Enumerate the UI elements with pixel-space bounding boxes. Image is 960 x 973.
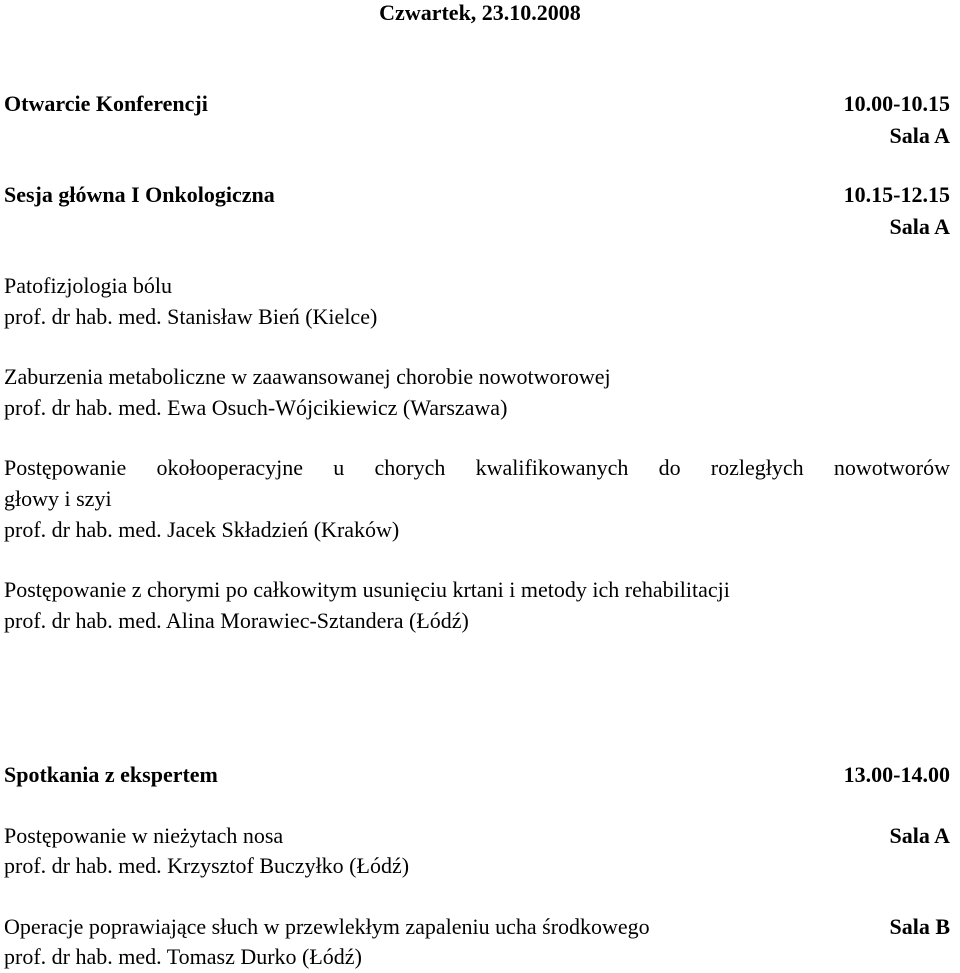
talk-speaker: prof. dr hab. med. Jacek Składzień (Kraków) <box>4 517 400 542</box>
opening-room: Sala A <box>889 123 950 148</box>
experts-title: Spotkania z ekspertem <box>4 762 218 787</box>
expert-talk-title: Postępowanie w nieżytach nosa <box>4 823 284 848</box>
page-date-heading: Czwartek, 23.10.2008 <box>379 0 581 25</box>
experts-time: 13.00-14.00 <box>843 762 950 787</box>
talk-speaker: prof. dr hab. med. Ewa Osuch-Wójcikiewicz (Warszawa) <box>4 395 508 420</box>
talk-title: Zaburzenia metaboliczne w zaawansowanej chorobie nowotworowej <box>4 364 611 389</box>
opening-time: 10.00-10.15 <box>843 91 950 116</box>
session1-title: Sesja główna I Onkologiczna <box>4 182 275 207</box>
expert-talk-room: Sala A <box>889 823 950 848</box>
talk-title-continued: głowy i szyi <box>4 486 112 511</box>
talk-title: Patofizjologia bólu <box>4 273 173 298</box>
expert-talk-speaker: prof. dr hab. med. Krzysztof Buczyłko (Łódź) <box>4 853 410 878</box>
expert-talk-speaker: prof. dr hab. med. Tomasz Durko (Łódź) <box>4 944 362 969</box>
talk-speaker: prof. dr hab. med. Alina Morawiec-Sztandera (Łódź) <box>4 608 469 633</box>
expert-talk-room: Sala B <box>889 914 950 939</box>
talk-title: Postępowanie okołooperacyjne u chorych kwalifikowanych do rozległych nowotworów <box>4 455 950 480</box>
session1-room: Sala A <box>889 214 950 239</box>
talk-speaker: prof. dr hab. med. Stanisław Bień (Kielce) <box>4 304 378 329</box>
expert-talk-title: Operacje poprawiające słuch w przewlekłym zapaleniu ucha środkowego <box>4 914 650 939</box>
session1-time: 10.15-12.15 <box>843 182 950 207</box>
opening-title: Otwarcie Konferencji <box>4 91 208 116</box>
talk-title: Postępowanie z chorymi po całkowitym usunięciu krtani i metody ich rehabilitacji <box>4 577 730 602</box>
